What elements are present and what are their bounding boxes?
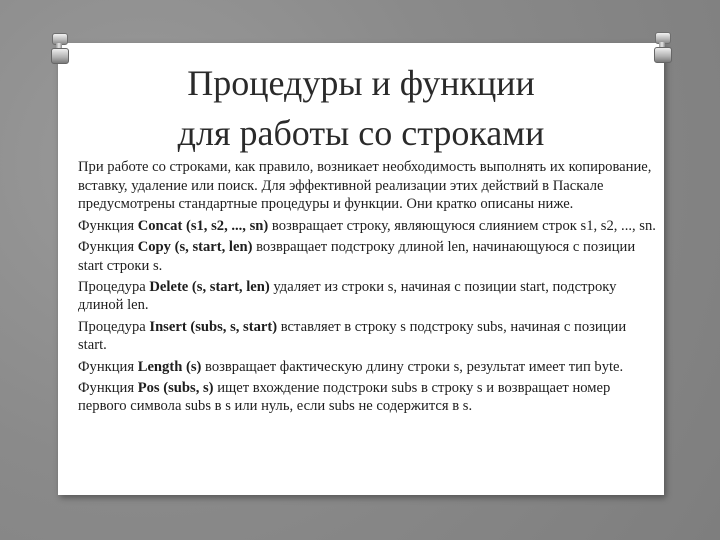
item-kind: Функция (78, 238, 135, 255)
intro-paragraph: При работе со строками, как правило, возникает необходимость выполнять их копирование, вставку, удаление или поиск. Для эффективной реализации этих действий в Паскале предусмотрены стандартные процедуры и функции. Они кратко описаны ниже. (78, 159, 652, 213)
item-kind: Функция (78, 358, 135, 375)
item-description: возвращает фактическую длину строки s, результат имеет тип byte. (205, 358, 624, 375)
item-description: вставляет в строку s подстроку subs, начиная с позиции start. (78, 318, 627, 354)
list-item (78, 318, 656, 355)
item-signature: Pos (subs, s) (137, 379, 214, 396)
list-item (78, 217, 656, 236)
item-description: возвращает подстроку длиной len, начинающуюся с позиции start строки s. (78, 238, 636, 274)
item-kind: Процедура (78, 278, 146, 295)
item-kind: Процедура (78, 318, 146, 335)
slide-title (58, 58, 664, 158)
title-line-1: Процедуры и функции (187, 63, 535, 103)
list-item (78, 278, 656, 315)
item-signature: Copy (s, start, len) (137, 238, 253, 255)
list-item (78, 358, 656, 377)
item-signature: Delete (s, start, len) (149, 278, 270, 295)
item-signature: Concat (s1, s2, ..., sn) (137, 217, 269, 234)
slide-body (78, 158, 656, 419)
item-signature: Insert (subs, s, start) (149, 318, 278, 335)
item-kind: Функция (78, 217, 135, 234)
item-description: удаляет из строки s, начиная с позиции start, подстроку длиной len. (78, 278, 617, 314)
item-description: возвращает строку, являющуюся слиянием строк s1, s2, ..., sn. (271, 217, 656, 234)
title-line-2: для работы со строками (177, 113, 545, 153)
item-signature: Length (s) (137, 358, 202, 375)
item-kind: Функция (78, 379, 135, 396)
item-description: ищет вхождение подстроки subs в строку s и возвращает номер первого символа subs в s или нуль, если subs не содержится в s. (78, 379, 611, 415)
list-item (78, 379, 656, 416)
list-item (78, 238, 656, 275)
